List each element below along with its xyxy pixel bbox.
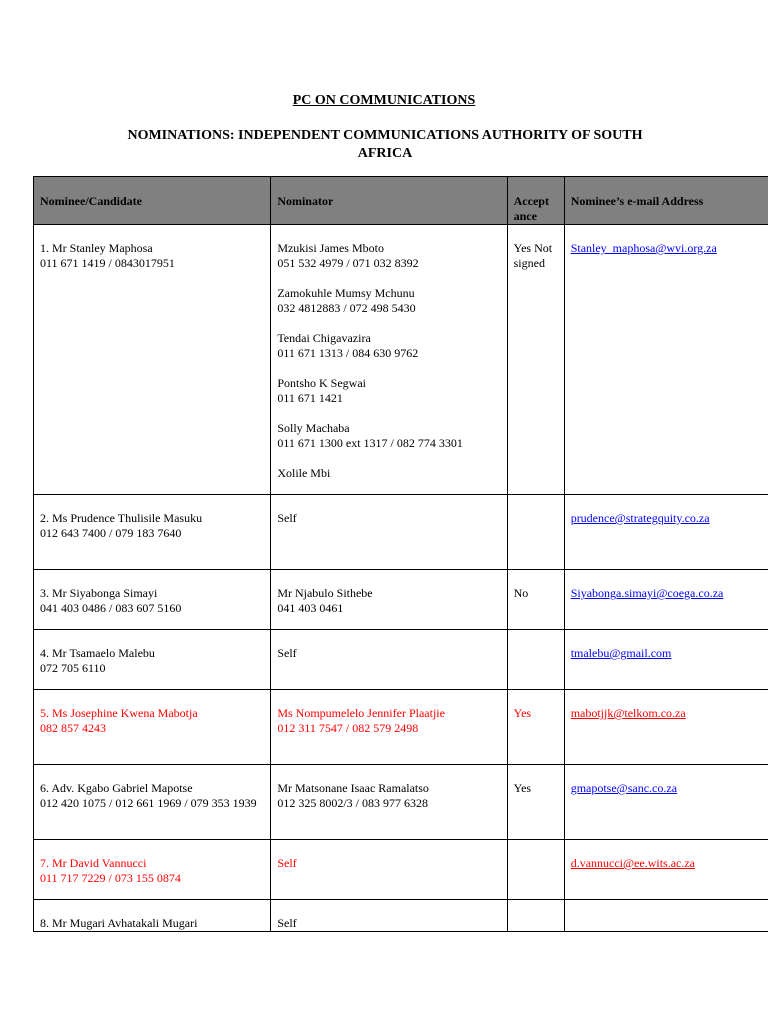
nominee-name: 4. Mr Tsamaelo Malebu [40, 646, 155, 660]
email-cell [564, 690, 768, 765]
email-cell [564, 495, 768, 570]
email-link[interactable]: prudence@strategquity.co.za [570, 511, 710, 525]
nominator-name: Tendai Chigavazira [277, 331, 371, 345]
nominator-entry [277, 286, 500, 316]
nominator-name: Pontsho K Segwai [277, 376, 366, 390]
nominator-phone: 051 532 4979 / 071 032 8392 [277, 256, 419, 270]
nominee-cell [34, 765, 271, 840]
nominator-entry [277, 376, 500, 406]
nominee-name: 1. Mr Stanley Maphosa [40, 241, 153, 255]
nominee-phone: 082 857 4243 [40, 721, 106, 735]
nominee-phone: 072 705 6110 [40, 661, 106, 675]
nominator-name: Zamokuhle Mumsy Mchunu [277, 286, 415, 300]
nominator-entry [277, 331, 500, 361]
email-link[interactable]: d.vannucci@ee.wits.ac.za [570, 856, 696, 870]
nominator-entry [277, 421, 500, 451]
nominee-cell [34, 840, 271, 900]
acceptance-cell: No [507, 570, 564, 630]
acceptance-cell: Yes Not signed [507, 225, 564, 495]
nominator-name: Mzukisi James Mboto [277, 241, 384, 255]
email-link[interactable]: tmalebu@gmail.com [570, 646, 672, 660]
nominee-cell: 8. Mr Mugari Avhatakali Mugari [34, 900, 271, 932]
email-link[interactable]: Siyabonga.simayi@coega.co.za [570, 586, 724, 600]
email-cell [564, 840, 768, 900]
nominator-phone: 011 671 1313 / 084 630 9762 [277, 346, 419, 360]
nominator-entry [277, 241, 500, 271]
nominator-name: Solly Machaba [277, 421, 350, 435]
table-row [34, 840, 768, 900]
nominator-phone: 011 671 1300 ext 1317 / 082 774 3301 [277, 436, 463, 450]
nominee-phone: 012 420 1075 / 012 661 1969 / 079 353 1939 [40, 796, 257, 810]
nominee-phone: 041 403 0486 / 083 607 5160 [40, 601, 182, 615]
nominee-phone: 011 671 1419 / 0843017951 [40, 256, 175, 270]
nominator-phone: 041 403 0461 [277, 601, 344, 615]
nominations-table [33, 176, 768, 932]
email-cell [564, 765, 768, 840]
nominator-name: Ms Nompumelelo Jennifer Plaatjie [277, 706, 445, 720]
nominee-name: 2. Ms Prudence Thulisile Masuku [40, 511, 203, 525]
nominator-phone: 012 325 8002/3 / 083 977 6328 [277, 796, 428, 810]
table-row [34, 630, 768, 690]
nominator-name: Xolile Mbi [277, 466, 331, 480]
table-row [34, 225, 768, 495]
nominator-cell [271, 225, 507, 495]
nominator-phone: 011 671 1421 [277, 391, 343, 405]
email-cell [564, 630, 768, 690]
table-header-row [34, 177, 768, 225]
acceptance-cell: Yes [507, 690, 564, 765]
nominee-name: 5. Ms Josephine Kwena Mabotja [40, 706, 198, 720]
table-row [34, 495, 768, 570]
email-link[interactable]: mabotjjk@telkom.co.za [570, 706, 686, 720]
header-email: Nominee’s e-mail Address [564, 177, 768, 225]
acceptance-cell [507, 630, 564, 690]
nominee-cell [34, 630, 271, 690]
document-title: PC ON COMMUNICATIONS [292, 93, 476, 108]
nominator-phone: 032 4812883 / 072 498 5430 [277, 301, 416, 315]
nominee-name: 6. Adv. Kgabo Gabriel Mapotse [40, 781, 193, 795]
nominator-cell: Self [271, 900, 507, 932]
nominator-name: Mr Njabulo Sithebe [277, 586, 373, 600]
acceptance-cell [507, 900, 564, 932]
nominator-cell: Self [271, 630, 507, 690]
nominee-cell [34, 570, 271, 630]
email-cell [564, 225, 768, 495]
table-row [34, 690, 768, 765]
nominator-cell: Self [271, 495, 507, 570]
table-row [34, 900, 768, 932]
nominator-name: Mr Matsonane Isaac Ramalatso [277, 781, 429, 795]
nominator-cell [271, 570, 507, 630]
nominee-cell [34, 495, 271, 570]
email-link[interactable]: gmapotse@sanc.co.za [570, 781, 678, 795]
nominee-cell [34, 225, 271, 495]
nominator-cell [271, 765, 507, 840]
acceptance-cell [507, 495, 564, 570]
email-link[interactable]: Stanley_maphosa@wvi.org.za [570, 241, 717, 255]
acceptance-cell [507, 840, 564, 900]
acceptance-cell: Yes [507, 765, 564, 840]
table-row [34, 570, 768, 630]
table-row [34, 765, 768, 840]
nominee-phone: 011 717 7229 / 073 155 0874 [40, 871, 181, 885]
email-cell [564, 570, 768, 630]
nominator-cell: Self [271, 840, 507, 900]
nominee-cell [34, 690, 271, 765]
nominator-phone: 012 311 7547 / 082 579 2498 [277, 721, 419, 735]
document-subtitle: NOMINATIONS: INDEPENDENT COMMUNICATIONS AUTHORITY OF SOUTH AFRICA [127, 128, 643, 161]
header-acceptance: Accept ance [507, 177, 564, 225]
email-cell [564, 900, 768, 932]
nominator-cell [271, 690, 507, 765]
header-nominee: Nominee/Candidate [34, 177, 271, 225]
nominee-phone: 012 643 7400 / 079 183 7640 [40, 526, 182, 540]
nominee-name: 7. Mr David Vannucci [40, 856, 147, 870]
header-nominator: Nominator [271, 177, 507, 225]
nominator-entry [277, 466, 500, 481]
nominee-name: 3. Mr Siyabonga Simayi [40, 586, 158, 600]
